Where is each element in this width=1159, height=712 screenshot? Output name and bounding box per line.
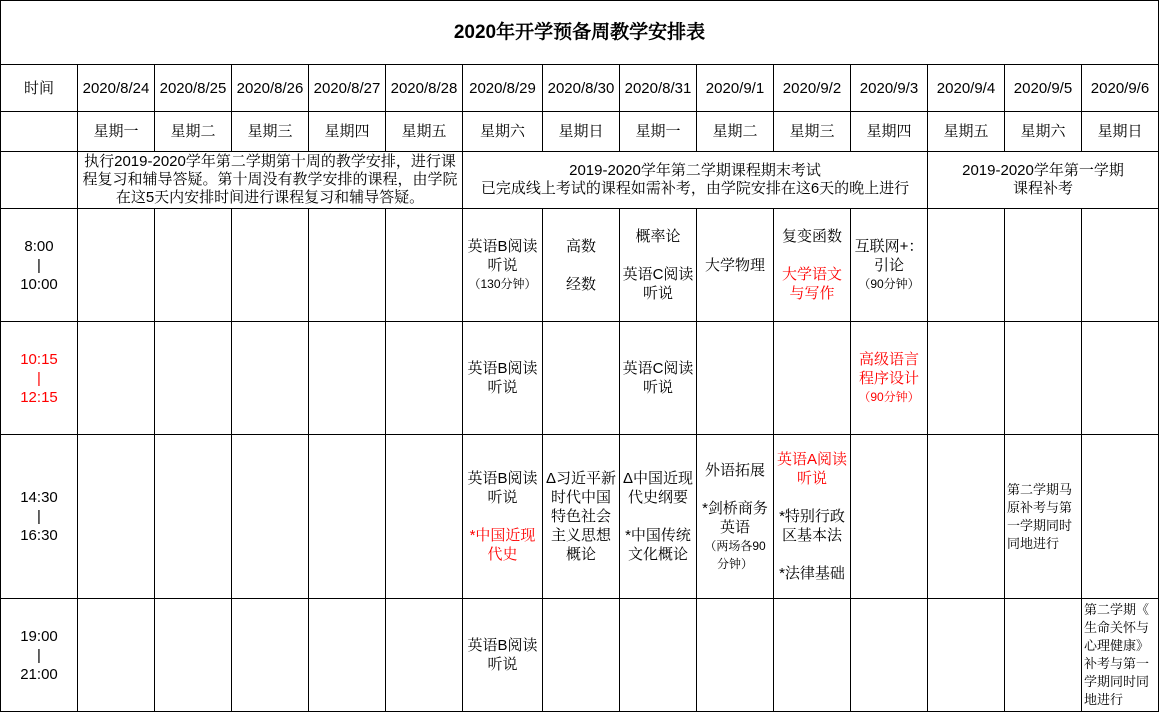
schedule-cell-empty	[774, 599, 851, 712]
schedule-cell-empty	[620, 599, 697, 712]
date-header: 2020/9/1	[697, 65, 774, 112]
date-header: 2020/9/4	[928, 65, 1005, 112]
course-line: 主义思想	[550, 527, 611, 544]
date-header: 2020/8/28	[386, 65, 463, 112]
schedule-cell-empty	[155, 599, 232, 712]
course-cell	[697, 209, 774, 322]
date-header: 2020/8/26	[232, 65, 309, 112]
course-line: 英语B阅读	[467, 470, 538, 487]
course-line: 大学语文	[781, 266, 842, 283]
schedule-cell-empty	[386, 322, 463, 435]
course-line: 复变函数	[781, 228, 842, 245]
course-cell	[620, 209, 697, 322]
exam-duration: 分钟）	[716, 556, 753, 571]
schedule-cell-empty	[232, 322, 309, 435]
schedule-cell-empty	[928, 209, 1005, 322]
course-line: 英语	[719, 518, 750, 536]
note-review-week	[78, 152, 463, 209]
course-line: 时代中国	[550, 489, 611, 506]
exam-duration: （两场各90	[704, 538, 766, 553]
note-line: 在这5天内安排时间进行课程复习和辅导答疑。	[115, 189, 425, 206]
weekday-header: 星期二	[697, 112, 774, 152]
remark-line: 补考与第一	[1084, 656, 1150, 671]
course-cell	[774, 435, 851, 599]
course-line: 听说	[487, 257, 518, 274]
schedule-cell-empty	[1005, 599, 1082, 712]
remark-line: 学期同时同	[1084, 674, 1150, 689]
course-line: 大学物理	[704, 256, 765, 274]
remark-cell	[1082, 599, 1159, 712]
course-line: *特别行政	[779, 508, 845, 525]
course-line: 高数	[565, 237, 596, 255]
note-line: 执行2019-2020学年第二学期第十周的教学安排，进行课	[84, 153, 456, 170]
time-start: 8:00	[24, 237, 54, 255]
course-line: 代史	[487, 546, 518, 563]
course-cell	[543, 435, 620, 599]
schedule-cell-empty	[155, 322, 232, 435]
course-cell	[463, 435, 543, 599]
remark-line: 心理健康》	[1084, 638, 1150, 653]
time-column-header: 时间	[0, 65, 78, 112]
schedule-cell-empty	[543, 599, 620, 712]
weekday-header: 星期日	[543, 112, 620, 152]
course-line: 概率论	[635, 228, 681, 245]
schedule-cell-empty	[309, 599, 386, 712]
time-slot	[0, 322, 78, 435]
schedule-cell-empty	[386, 599, 463, 712]
course-line: 概论	[565, 546, 596, 563]
time-slot	[0, 435, 78, 599]
time-separator: |	[37, 508, 41, 525]
schedule-cell-empty	[851, 599, 928, 712]
course-line: 与写作	[789, 285, 835, 302]
weekday-header: 星期三	[774, 112, 851, 152]
course-line: 听说	[642, 285, 673, 302]
schedule-cell-empty	[78, 435, 155, 599]
course-line: 引论	[873, 257, 904, 274]
course-line: 外语拓展	[704, 461, 765, 479]
note-line: 2019-2020学年第二学期课程期末考试	[569, 162, 821, 179]
weekday-row-blank-cell	[0, 112, 78, 152]
remark-line: 第二学期《	[1084, 602, 1150, 617]
time-slot	[0, 599, 78, 712]
course-line: Δ中国近现	[622, 470, 694, 487]
schedule-cell-empty	[928, 599, 1005, 712]
time-end: 16:30	[20, 527, 58, 544]
weekday-header: 星期六	[463, 112, 543, 152]
schedule-cell-empty	[232, 435, 309, 599]
schedule-cell-empty	[543, 322, 620, 435]
schedule-cell-empty	[697, 322, 774, 435]
time-separator: |	[37, 256, 41, 274]
course-cell	[543, 209, 620, 322]
course-line: 听说	[487, 379, 518, 396]
note-row-blank-cell	[0, 152, 78, 209]
course-line: 高级语言	[858, 351, 919, 368]
time-end: 12:15	[20, 388, 58, 406]
course-line: 互联网+：	[854, 238, 924, 255]
course-line: *剑桥商务	[702, 499, 768, 517]
schedule-cell-empty	[309, 322, 386, 435]
exam-duration: （90分钟）	[858, 390, 920, 404]
date-header: 2020/9/2	[774, 65, 851, 112]
date-header: 2020/9/6	[1082, 65, 1159, 112]
course-cell	[463, 322, 543, 435]
course-line: 代史纲要	[627, 489, 688, 506]
date-header: 2020/8/24	[78, 65, 155, 112]
time-end: 10:00	[20, 275, 58, 293]
schedule-cell-empty	[1082, 322, 1159, 435]
weekday-header: 星期一	[620, 112, 697, 152]
course-line: Δ习近平新	[545, 470, 617, 487]
course-line: 英语A阅读	[776, 451, 847, 468]
exam-duration: （90分钟）	[858, 277, 920, 291]
course-cell	[851, 322, 928, 435]
remark-line: 生命关怀与	[1084, 620, 1150, 635]
note-line: 程复习和辅导答疑。第十周没有教学安排的课程，由学院	[82, 171, 458, 188]
remark-line: 一学期同时	[1007, 517, 1073, 533]
schedule-cell-empty	[928, 322, 1005, 435]
time-slot	[0, 209, 78, 322]
schedule-cell-empty	[1005, 322, 1082, 435]
time-start: 14:30	[20, 489, 58, 506]
course-line: 听说	[642, 379, 673, 396]
course-line: *中国近现	[469, 527, 536, 544]
note-line: 已完成线上考试的课程如需补考，由学院安排在这6天的晚上进行	[480, 180, 910, 197]
course-line: 英语C阅读	[622, 266, 694, 283]
course-cell	[463, 209, 543, 322]
course-cell	[774, 209, 851, 322]
schedule-cell-empty	[78, 209, 155, 322]
date-header: 2020/8/31	[620, 65, 697, 112]
schedule-cell-empty	[697, 599, 774, 712]
note-final-exams	[463, 152, 928, 209]
remark-line: 同地进行	[1007, 535, 1060, 551]
course-cell	[851, 209, 928, 322]
schedule-cell-empty	[774, 322, 851, 435]
weekday-header: 星期四	[309, 112, 386, 152]
schedule-cell-empty	[232, 599, 309, 712]
course-cell	[620, 322, 697, 435]
schedule-cell-empty	[1082, 435, 1159, 599]
time-separator: |	[37, 369, 41, 387]
time-start: 19:00	[20, 627, 58, 645]
weekday-header: 星期五	[386, 112, 463, 152]
weekday-header: 星期一	[78, 112, 155, 152]
weekday-header: 星期日	[1082, 112, 1159, 152]
schedule-cell-empty	[386, 435, 463, 599]
weekday-header: 星期三	[232, 112, 309, 152]
remark-line: 地进行	[1084, 692, 1124, 707]
schedule-cell-empty	[78, 322, 155, 435]
course-line: 经数	[565, 275, 596, 293]
course-line: 文化概论	[627, 546, 688, 563]
course-line: 英语B阅读	[467, 637, 538, 654]
course-line: 区基本法	[781, 527, 842, 544]
time-start: 10:15	[20, 350, 58, 368]
remark-cell	[1005, 435, 1082, 599]
course-cell	[620, 435, 697, 599]
date-header: 2020/8/30	[543, 65, 620, 112]
schedule-cell-empty	[78, 599, 155, 712]
course-line: 听说	[487, 656, 518, 673]
note-line: 2019-2020学年第一学期	[962, 162, 1124, 179]
schedule-cell-empty	[155, 209, 232, 322]
weekday-header: 星期四	[851, 112, 928, 152]
schedule-cell-empty	[386, 209, 463, 322]
date-header: 2020/8/25	[155, 65, 232, 112]
schedule-cell-empty	[232, 209, 309, 322]
remark-line: 第二学期马	[1007, 481, 1073, 497]
time-separator: |	[37, 646, 41, 664]
schedule-cell-empty	[1082, 209, 1159, 322]
course-line: *中国传统	[625, 527, 691, 544]
note-makeup-exams	[928, 152, 1159, 209]
schedule-cell-empty	[1005, 209, 1082, 322]
course-cell	[697, 435, 774, 599]
schedule-cell-empty	[155, 435, 232, 599]
course-line: 特色社会	[550, 508, 611, 525]
date-header: 2020/8/27	[309, 65, 386, 112]
schedule-cell-empty	[851, 435, 928, 599]
date-header: 2020/9/3	[851, 65, 928, 112]
course-line: 英语B阅读	[467, 360, 538, 377]
weekday-header: 星期五	[928, 112, 1005, 152]
exam-duration: （130分钟）	[468, 277, 537, 291]
course-line: 听说	[796, 470, 827, 487]
note-line: 课程补考	[1012, 180, 1073, 197]
time-end: 21:00	[20, 665, 58, 683]
course-line: 听说	[487, 489, 518, 506]
date-header: 2020/9/5	[1005, 65, 1082, 112]
weekday-header: 星期六	[1005, 112, 1082, 152]
schedule-cell-empty	[928, 435, 1005, 599]
course-line: *法律基础	[779, 565, 845, 582]
course-line: 英语B阅读	[467, 238, 538, 255]
weekday-header: 星期二	[155, 112, 232, 152]
remark-line: 原补考与第	[1007, 499, 1073, 515]
date-header: 2020/8/29	[463, 65, 543, 112]
course-cell	[463, 599, 543, 712]
course-line: 程序设计	[858, 370, 919, 387]
course-line: 英语C阅读	[622, 360, 694, 377]
sheet-title: 2020年开学预备周教学安排表	[0, 0, 1159, 65]
schedule-cell-empty	[309, 435, 386, 599]
schedule-cell-empty	[309, 209, 386, 322]
